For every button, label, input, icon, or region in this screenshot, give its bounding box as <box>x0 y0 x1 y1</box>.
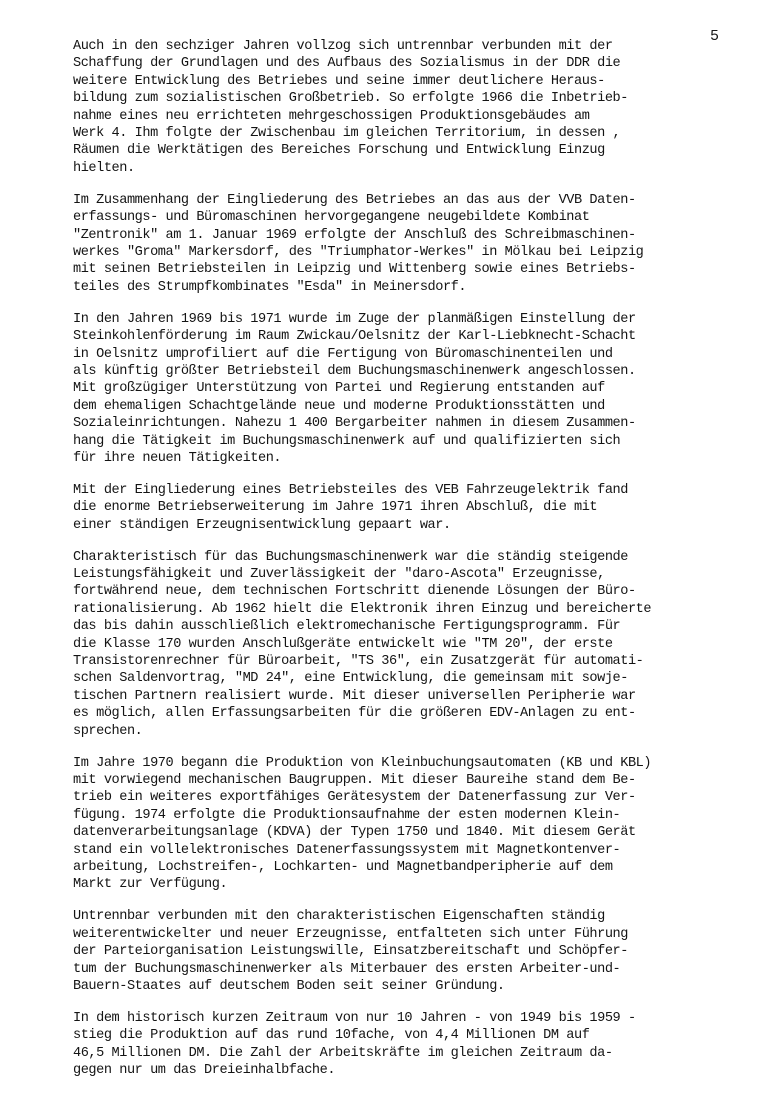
text-line: dem ehemaligen Schachtgelände neue und moderne Produktionsstätten und <box>73 398 605 414</box>
text-line: "Zentronik" am 1. Januar 1969 erfolgte der Anschluß des Schreibmaschinen- <box>73 227 636 243</box>
text-line: in Oelsnitz umprofiliert auf die Fertigung von Büromaschinenteilen und <box>73 346 613 362</box>
text-line: Bauern-Staates auf deutschem Boden seit seiner Gründung. <box>73 978 505 994</box>
text-line: Leistungsfähigkeit und Zuverlässigkeit der "daro-Ascota" Erzeugnisse, <box>73 566 605 582</box>
text-line: Charakteristisch für das Buchungsmaschinenwerk war die ständig steigende <box>73 549 628 565</box>
text-line: stand ein vollelektronisches Datenerfassungssystem mit Magnetkontenver- <box>73 842 621 858</box>
text-line: In den Jahren 1969 bis 1971 wurde im Zuge der planmäßigen Einstellung der <box>73 311 636 327</box>
text-line: als künftig größter Betriebsteil dem Buchungsmaschinenwerk angeschlossen. <box>73 363 636 379</box>
paragraph <box>73 1010 703 1080</box>
text-line: teiles des Strumpfkombinates "Esda" in Meinersdorf. <box>73 279 467 295</box>
paragraph <box>73 755 703 894</box>
text-line: rationalisierung. Ab 1962 hielt die Elektronik ihren Einzug und bereicherte <box>73 601 652 617</box>
text-line: mit vorwiegend mechanischen Baugruppen. Mit dieser Baureihe stand dem Be- <box>73 772 636 788</box>
text-line: nahme eines neu errichteten mehrgeschossigen Produktionsgebäudes am <box>73 108 590 124</box>
text-line: sprechen. <box>73 723 143 739</box>
text-line: Steinkohlenförderung im Raum Zwickau/Oelsnitz der Karl-Liebknecht-Schacht <box>73 329 636 345</box>
text-line: Markt zur Verfügung. <box>73 877 228 893</box>
text-line: Mit der Eingliederung eines Betriebsteiles des VEB Fahrzeugelektrik fand <box>73 482 628 498</box>
text-line: weiterentwickelter und neuer Erzeugnisse, entfalteten sich unter Führung <box>73 926 628 942</box>
text-line: Auch in den sechziger Jahren vollzog sich untrennbar verbunden mit der <box>73 39 613 54</box>
text-line: die Klasse 170 wurden Anschlußgeräte entwickelt wie "TM 20", der erste <box>73 636 613 652</box>
text-line: hielten. <box>73 160 135 176</box>
text-line: stieg die Produktion auf das rund 10fache, von 4,4 Millionen DM auf <box>73 1028 590 1044</box>
paragraph <box>73 482 703 534</box>
text-line: mit seinen Betriebsteilen in Leipzig und Wittenberg sowie eines Betriebs- <box>73 262 636 278</box>
text-line: Schaffung der Grundlagen und des Aufbaus des Sozialismus in der DDR die <box>73 56 621 72</box>
paragraph <box>73 311 703 468</box>
text-line: arbeitung, Lochstreifen-, Lochkarten- und Magnetbandperipherie auf dem <box>73 859 613 875</box>
text-line: 46,5 Millionen DM. Die Zahl der Arbeitskräfte im gleichen Zeitraum da- <box>73 1045 613 1061</box>
text-line: werkes "Groma" Markersdorf, des "Triumphator-Werkes" in Mölkau bei Leipzig <box>73 244 644 260</box>
text-line: die enorme Betriebserweiterung im Jahre 1971 ihren Abschluß, die mit <box>73 500 598 516</box>
text-line: In dem historisch kurzen Zeitraum von nur 10 Jahren - von 1949 bis 1959 - <box>73 1010 636 1026</box>
paragraph <box>73 192 703 296</box>
text-line: hang die Tätigkeit im Buchungsmaschinenwerk auf und qualifizierten sich <box>73 433 621 449</box>
text-line: der Parteiorganisation Leistungswille, Einsatzbereitschaft und Schöpfer- <box>73 944 628 960</box>
text-line: Untrennbar verbunden mit den charakteristischen Eigenschaften ständig <box>73 909 605 925</box>
text-line: Sozialeinrichtungen. Nahezu 1 400 Bergarbeiter nahmen in diesem Zusammen- <box>73 416 636 432</box>
page-number: 5 <box>710 28 720 45</box>
text-line: Mit großzügiger Unterstützung von Partei und Regierung entstanden auf <box>73 381 605 397</box>
text-line: das bis dahin ausschließlich elektromechanische Fertigungsprogramm. Für <box>73 619 621 635</box>
text-line: Im Zusammenhang der Eingliederung des Betriebes an das aus der VVB Daten- <box>73 192 636 208</box>
text-line: trieb ein weiteres exportfähiges Gerätesystem der Datenerfassung zur Ver- <box>73 790 636 806</box>
text-line: Transistorenrechner für Büroarbeit, "TS 36", ein Zusatzgerät für automati- <box>73 654 644 669</box>
text-line: tischen Partnern realisiert wurde. Mit dieser universellen Peripherie war <box>73 688 636 704</box>
text-line: schen Saldenvortrag, "MD 24", eine Entwicklung, die gemeinsam mit sowje- <box>73 671 628 687</box>
text-line: fortwährend neue, dem technischen Fortschritt dienende Lösungen der Büro- <box>73 584 636 600</box>
text-line: erfassungs- und Büromaschinen hervorgegangene neugebildete Kombinat <box>73 210 590 226</box>
text-line: gegen nur um das Dreieinhalbfache. <box>73 1063 336 1079</box>
text-line: einer ständigen Erzeugnisentwicklung gepaart war. <box>73 517 451 533</box>
text-line: Werk 4. Ihm folgte der Zwischenbau im gleichen Territorium, in dessen , <box>73 126 621 142</box>
text-line: für ihre neuen Tätigkeiten. <box>73 450 282 466</box>
text-line: Räumen die Werktätigen des Bereiches Forschung und Entwicklung Einzug <box>73 143 605 159</box>
text-line: tum der Buchungsmaschinenwerker als Miterbauer des ersten Arbeiter-und- <box>73 961 621 977</box>
paragraph <box>73 908 703 995</box>
paragraph <box>73 549 703 740</box>
body-text <box>73 38 703 1094</box>
text-line: bildung zum sozialistischen Großbetrieb. So erfolgte 1966 die Inbetrieb- <box>73 91 628 107</box>
text-line: es möglich, allen Erfassungsarbeiten für die größeren EDV-Anlagen zu ent- <box>73 706 636 722</box>
text-line: datenverarbeitungsanlage (KDVA) der Typen 1750 und 1840. Mit diesem Gerät <box>73 825 636 841</box>
text-line: fügung. 1974 erfolgte die Produktionsaufnahme der esten modernen Klein- <box>73 807 621 823</box>
text-line: Im Jahre 1970 begann die Produktion von Kleinbuchungsautomaten (KB und KBL) <box>73 755 652 771</box>
text-line: weitere Entwicklung des Betriebes und seine immer deutlichere Heraus- <box>73 73 605 89</box>
paragraph <box>73 38 703 177</box>
